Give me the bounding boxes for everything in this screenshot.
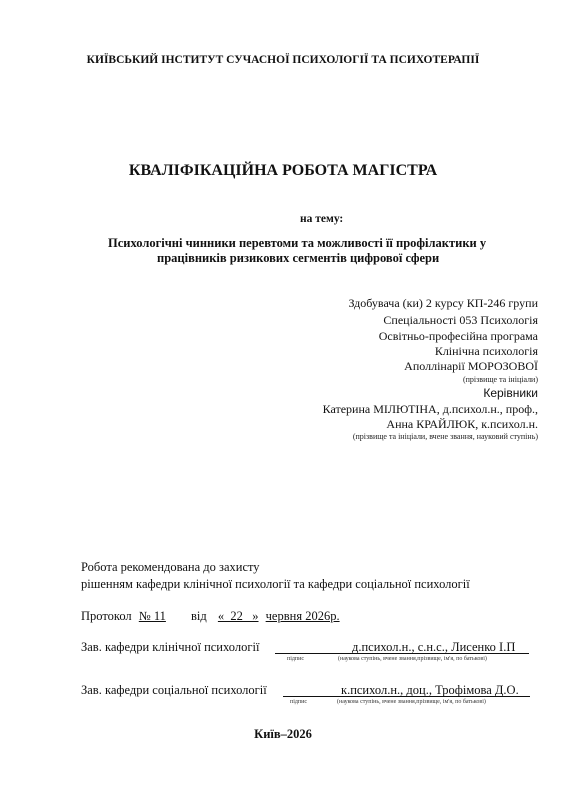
topic-line-1: Психологічні чинники перевтоми та можливості її профілактики у [108,236,487,250]
student-specialty: Спеціальності 053 Психологія [383,313,538,327]
head-clinical-label: Зав. кафедри клінічної психології [81,640,260,654]
protocol-from: від [191,609,207,623]
recommendation-line-2: рішенням кафедри клінічної психології та кафедри соціальної психології [81,577,470,591]
supervisor-1: Катерина МІЛЮТІНА, д.психол.н., проф., [322,402,538,416]
student-name: Аполлінарії МОРОЗОВОЇ [404,359,538,373]
student-course: Здобувача (ки) 2 курсу КП-246 групи [348,296,538,310]
protocol-label: Протокол [81,609,132,623]
protocol-line [81,609,340,624]
head-social-sign-caption: підпис [290,699,308,705]
head-clinical-sign-caption: підпис [287,656,305,662]
protocol-number: № 11 [138,609,166,623]
supervisors-label: Керівники [483,386,538,400]
footer-city-year: Київ–2026 [254,727,312,741]
student-program-name: Клінічна психологія [434,344,538,358]
work-title: КВАЛІФІКАЦІЙНА РОБОТА МАГІСТРА [128,162,438,179]
institute-name: КИЇВСЬКИЙ ІНСТИТУТ СУЧАСНОЇ ПСИХОЛОГІЇ ТА ПСИХОТЕРАПІЇ [86,54,480,66]
supervisor-2: Анна КРАЙЛЮК, к.психол.н. [386,417,538,431]
student-program: Освітньо-професійна програма [378,329,538,343]
protocol-month-year: червня 2026р. [265,609,340,623]
recommendation-line-1: Робота рекомендована до захисту [81,560,260,574]
head-clinical-info-caption: (наукова ступінь, вчене звання,прізвище, ім'я, по батькові) [338,656,487,662]
student-name-caption: (прізвище та ініціали) [462,375,538,384]
head-social-info-caption: (наукова ступінь, вчене звання,прізвище, ім'я, по батькові) [337,699,486,705]
head-clinical-value: д.психол.н., с.н.с., Лисенко І.П [352,640,516,654]
head-social-label: Зав. кафедри соціальної психології [81,683,267,697]
protocol-day: « 22 » [217,609,259,623]
topic-label: на тему: [300,213,344,225]
topic-line-2: працівників ризикових сегментів цифрової сфери [157,251,440,265]
head-social-value: к.психол.н., доц., Трофімова Д.О. [341,683,519,697]
supervisors-caption: (прізвище та ініціали, вчене звання, науковий ступінь) [352,432,538,441]
